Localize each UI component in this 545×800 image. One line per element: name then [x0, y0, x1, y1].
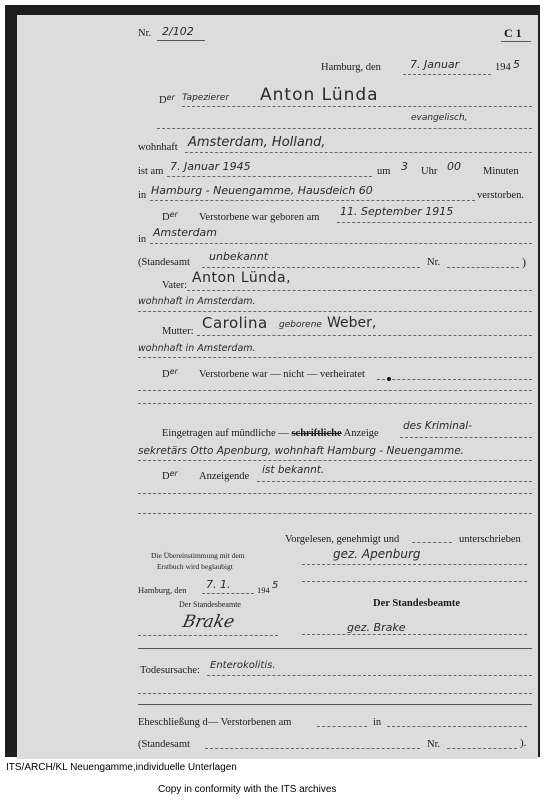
- registration-date: 7. Januar: [410, 58, 460, 71]
- informant-label: Anzeigende: [199, 471, 250, 482]
- birth-registry-label: (Standesamt: [138, 257, 190, 268]
- death-minutes: 00: [447, 160, 461, 173]
- at-label: um: [377, 166, 391, 177]
- certify-line2: Erstbuch wird beglaubigt: [157, 562, 233, 571]
- registrar-signature: Brake: [180, 612, 237, 632]
- informant-status: ist bekannt.: [262, 464, 325, 476]
- conformity-note: Copy in conformity with the ITS archives: [158, 784, 337, 795]
- hour-label: Uhr: [421, 166, 438, 177]
- father-residence: wohnhaft in Amsterdam.: [138, 296, 256, 307]
- registrar-label-small: Der Standesbeamte: [179, 600, 241, 609]
- died-label: ist am: [138, 166, 164, 177]
- read-approved-label: Vorgelesen, genehmigt und: [285, 534, 400, 545]
- year-prefix: 194: [495, 62, 511, 73]
- death-place-in-label: in: [138, 190, 147, 201]
- birth-registry-close: ): [522, 255, 526, 269]
- father-name: Anton Lünda,: [192, 270, 292, 286]
- marriage-registry-label: (Standesamt: [138, 739, 190, 750]
- ink-dot: [387, 377, 391, 381]
- father-label: Vater:: [162, 280, 188, 291]
- informant-line1: des Kriminal-: [403, 420, 472, 432]
- marriage-label: Eheschließung d— Verstorbenen am: [138, 717, 292, 728]
- born-label: Verstorbene war geboren am: [199, 212, 320, 223]
- marriage-registry-nr-label: Nr.: [427, 739, 441, 750]
- birth-place: Amsterdam: [153, 226, 218, 239]
- mother-residence: wohnhaft in Amsterdam.: [138, 343, 256, 354]
- signed-label: unterschrieben: [459, 534, 521, 545]
- death-certificate-form: [17, 15, 538, 759]
- cert-year-suffix: 5: [272, 580, 279, 591]
- registrar-gez: gez. Brake: [347, 621, 406, 634]
- birth-registry: unbekannt: [209, 250, 269, 263]
- deceased-article: Der: [159, 93, 175, 106]
- cert-date: 7. 1.: [206, 578, 231, 591]
- year-suffix: 5: [513, 58, 520, 71]
- occupation: Tapezierer: [182, 93, 230, 103]
- deceased-residence: Amsterdam, Holland,: [188, 135, 326, 150]
- place-date-label: Hamburg, den: [321, 62, 381, 73]
- cause-value: Enterokolitis.: [210, 660, 276, 671]
- marital-status: Verstorbene war — nicht — verheiratet: [199, 369, 365, 380]
- birth-article: Der: [162, 210, 178, 223]
- mother-nee: geborene: [279, 320, 322, 330]
- died-suffix: verstorben.: [477, 190, 524, 201]
- minutes-label: Minuten: [483, 166, 519, 177]
- marriage-registry-close: ).: [520, 737, 527, 749]
- registrar-label: Der Standesbeamte: [373, 598, 461, 609]
- certify-line1: Die Übereinstimmung mit dem: [151, 551, 245, 560]
- birth-registry-nr-label: Nr.: [427, 257, 441, 268]
- document-scan-frame: [5, 5, 540, 757]
- cert-place-label: Hamburg, den: [138, 585, 187, 595]
- nr-value: 2/102: [162, 25, 194, 38]
- mother-maiden-name: Weber,: [327, 315, 377, 331]
- death-place: Hamburg - Neuengamme, Hausdeich 60: [151, 184, 373, 197]
- birth-date: 11. September 1915: [340, 205, 454, 218]
- residence-label: wohnhaft: [138, 142, 178, 153]
- form-code: C 1: [504, 26, 522, 40]
- informant-article: Der: [162, 469, 178, 482]
- cause-label: Todesursache:: [140, 665, 200, 676]
- cert-year-prefix: 194: [257, 585, 270, 595]
- informant-line2: sekretärs Otto Apenburg, wohnhaft Hamburg - Neuengamme.: [138, 445, 464, 457]
- registration-prefix: Eingetragen auf mündliche — schriftliche Anzeige: [162, 428, 379, 439]
- mother-label: Mutter:: [162, 326, 194, 337]
- death-date: 7. Januar 1945: [170, 160, 251, 173]
- birth-place-in-label: in: [138, 234, 147, 245]
- nr-label: Nr.: [138, 28, 152, 39]
- religion: evangelisch,: [411, 113, 468, 123]
- death-hour: 3: [401, 160, 408, 173]
- mother-name: Carolina: [202, 314, 268, 332]
- archive-reference: ITS/ARCH/KL Neuengamme,individuelle Unterlagen: [6, 762, 237, 773]
- marriage-in-label: in: [373, 717, 382, 728]
- deceased-name: Anton Lünda: [260, 85, 379, 105]
- informant-signature: gez. Apenburg: [333, 547, 421, 561]
- marital-article: Der: [162, 367, 178, 380]
